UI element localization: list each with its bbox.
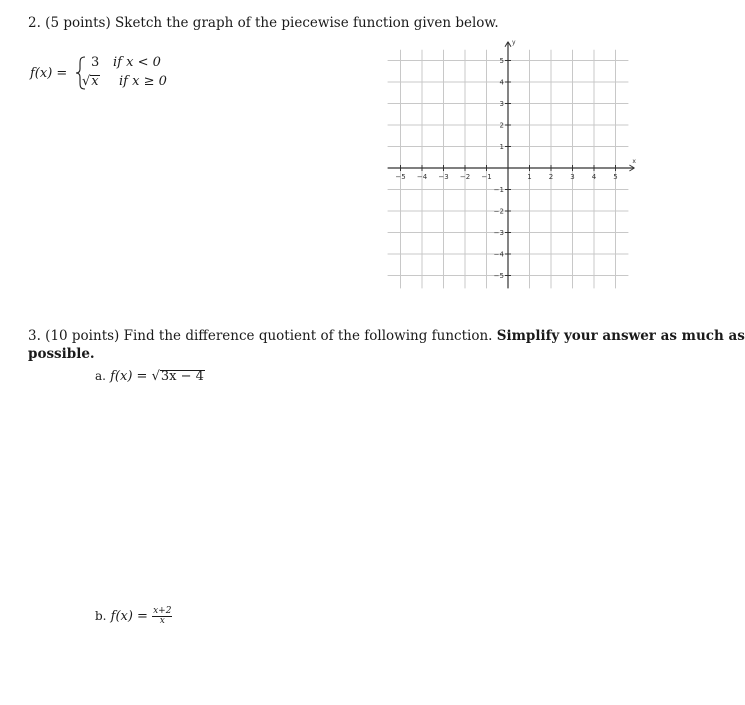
sqrt-icon: √	[151, 369, 160, 384]
y-tick-label: −4	[493, 250, 504, 259]
y-tick-label: 2	[499, 121, 504, 130]
part-a-lhs: f(x) =	[110, 369, 148, 384]
piece-2-condition: if x ≥ 0	[119, 74, 167, 89]
y-tick-label: 5	[499, 57, 504, 65]
axes	[388, 42, 635, 289]
x-tick-label: 4	[591, 173, 597, 181]
part-b-fraction	[152, 607, 172, 626]
piece-2-expression	[82, 74, 100, 89]
question-2-heading: 2. (5 points) Sketch the graph of the piecewise function given below.	[28, 15, 499, 31]
part-a-label: a.	[95, 369, 106, 383]
x-tick-label: 5	[613, 173, 618, 181]
x-tick-label: −5	[395, 173, 406, 181]
x-tick-label: −4	[416, 173, 428, 181]
piece-1-condition: if x < 0	[113, 55, 161, 70]
x-tick-label: −3	[438, 173, 449, 181]
part-b	[95, 607, 172, 626]
x-axis-label: x	[632, 158, 636, 165]
x-tick-label: −2	[459, 173, 471, 181]
y-tick-label: 3	[499, 100, 504, 108]
y-axis-label: y	[512, 38, 516, 46]
piece-1-expression: 3	[91, 55, 100, 70]
part-b-numerator: x+2	[153, 606, 172, 616]
question-3-instruction-cont: possible.	[28, 346, 95, 362]
part-a-radicand: 3x − 4	[160, 369, 204, 384]
part-a	[95, 369, 205, 384]
part-b-lhs: f(x) =	[110, 609, 148, 624]
question-3-instruction: Simplify your answer as much as	[496, 328, 745, 344]
piece-2-radicand: x	[91, 74, 99, 89]
question-3-text: 3. (10 points) Find the difference quotient of the following function.	[28, 328, 493, 344]
x-tick-label: 1	[527, 173, 532, 181]
function-name: f(x) =	[30, 66, 68, 81]
y-tick-label: −1	[493, 186, 504, 194]
coordinate-grid[interactable]	[385, 38, 636, 280]
sqrt-icon: √	[82, 74, 91, 89]
y-tick-label: 4	[499, 78, 504, 87]
x-tick-label: 3	[570, 173, 575, 181]
part-b-label: b.	[95, 609, 107, 623]
part-b-denominator: x	[159, 616, 165, 626]
y-tick-label: −5	[493, 272, 504, 280]
y-tick-label: −2	[493, 207, 504, 216]
tick-labels	[395, 39, 636, 280]
y-tick-label: −3	[493, 229, 504, 237]
x-tick-label: 2	[548, 173, 554, 181]
y-tick-label: 1	[499, 143, 504, 151]
x-tick-label: −1	[481, 173, 492, 181]
piecewise-lhs	[30, 66, 67, 81]
question-3-heading	[28, 328, 745, 344]
